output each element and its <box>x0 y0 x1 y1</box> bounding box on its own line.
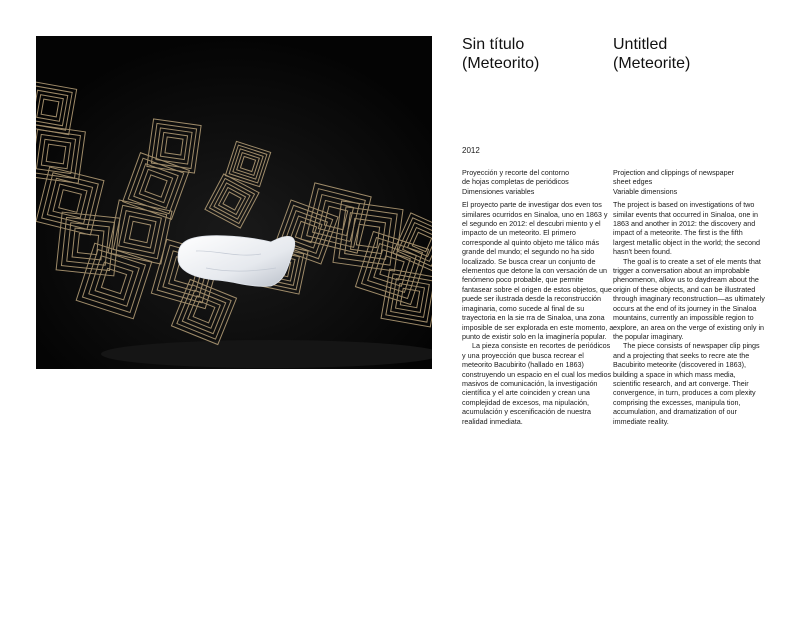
spanish-body <box>462 200 614 426</box>
title-english-line1: Untitled <box>613 36 668 53</box>
title-spanish-line1: Sin título <box>462 36 525 53</box>
english-body <box>613 200 765 426</box>
english-metadata <box>613 168 765 196</box>
spanish-paragraph-2: La pieza consiste en recortes de periódicos y una proyección que busca recrear el meteorito Bacubirito (hallado en 1863) construyendo un espacio en el cual los medios masivos de comunicación, la investigación científica y el arte coinciden y crean una complejidad de excesos, ma nipulación, acumulación y escenificación de nuestra realidad inmediata. <box>462 341 612 426</box>
title-spanish-line2: (Meteorito) <box>462 55 540 72</box>
medium-spanish-line2: de hojas completas de periódicos <box>462 177 569 187</box>
english-paragraph-3: The piece consists of newspaper clip pings and a projecting that seeks to recre ate the Bacubirito meteorite (discovered in 1863), building a space in which mass media, scientific research, and art converge. Their convergence, in turn, produces a com plexity comprising the excesses, manipula tion, accumulation, and dramatization of our immediate reality. <box>613 341 760 426</box>
dimensions-english: Variable dimensions <box>613 186 678 196</box>
floor-shadow <box>101 340 432 368</box>
year: 2012 <box>462 146 480 155</box>
english-column <box>613 168 765 426</box>
english-paragraph-1: The project is based on investigations of two similar events that occurred in Sinaloa, one in 1863 and another in 2012: the discovery and impact of a meteorite. The first is the fifth largest metallic object in the world; the second hasn't been found. <box>613 200 761 257</box>
dimensions-spanish: Dimensiones variables <box>462 186 535 196</box>
medium-english-line1: Projection and clippings of newspaper <box>613 168 735 177</box>
english-paragraph-2: The goal is to create a set of ele ments that trigger a conversation about an improbable phenomenon, allow us to daydream about the origin of these objects, and can be illustrated through imaginary reconstruction—as ultimately occurs at the end of its journey in the Sinaloa mountains, currently an impossible region to explore, an area on the verge of existing only in the popular imaginary. <box>613 256 765 341</box>
title-english-line2: (Meteorite) <box>613 55 691 72</box>
title-english <box>613 35 690 73</box>
spanish-column <box>462 168 614 426</box>
medium-english-line2: sheet edges <box>613 177 653 187</box>
title-spanish <box>462 35 539 73</box>
medium-spanish-line1: Proyección y recorte del contorno <box>462 168 570 177</box>
artwork-photo-image <box>36 36 432 369</box>
spanish-metadata <box>462 168 614 196</box>
artwork-photo <box>36 36 432 369</box>
spanish-paragraph-1: El proyecto parte de investigar dos even tos similares ocurridos en Sinaloa, uno en 1863 y el segundo en 2012: el descubri miento y el impacto de un meteorito. El primero corresponde al quinto objeto me tálico más grande del mundo; el segundo no ha sido localizado. Se busca crear un conjunto de elementos que detone la con versación de un fenómeno poco probable, que permite fantasear sobre el origen de estos objetos, que puede ser ilustrada desde la reconstrucción imaginaria, como sucede al final de su trayectoria en la sie rra de Sinaloa, una zona imposible de ser explorada en este momento, a punto de existir solo en la imaginería popular. <box>462 200 614 341</box>
